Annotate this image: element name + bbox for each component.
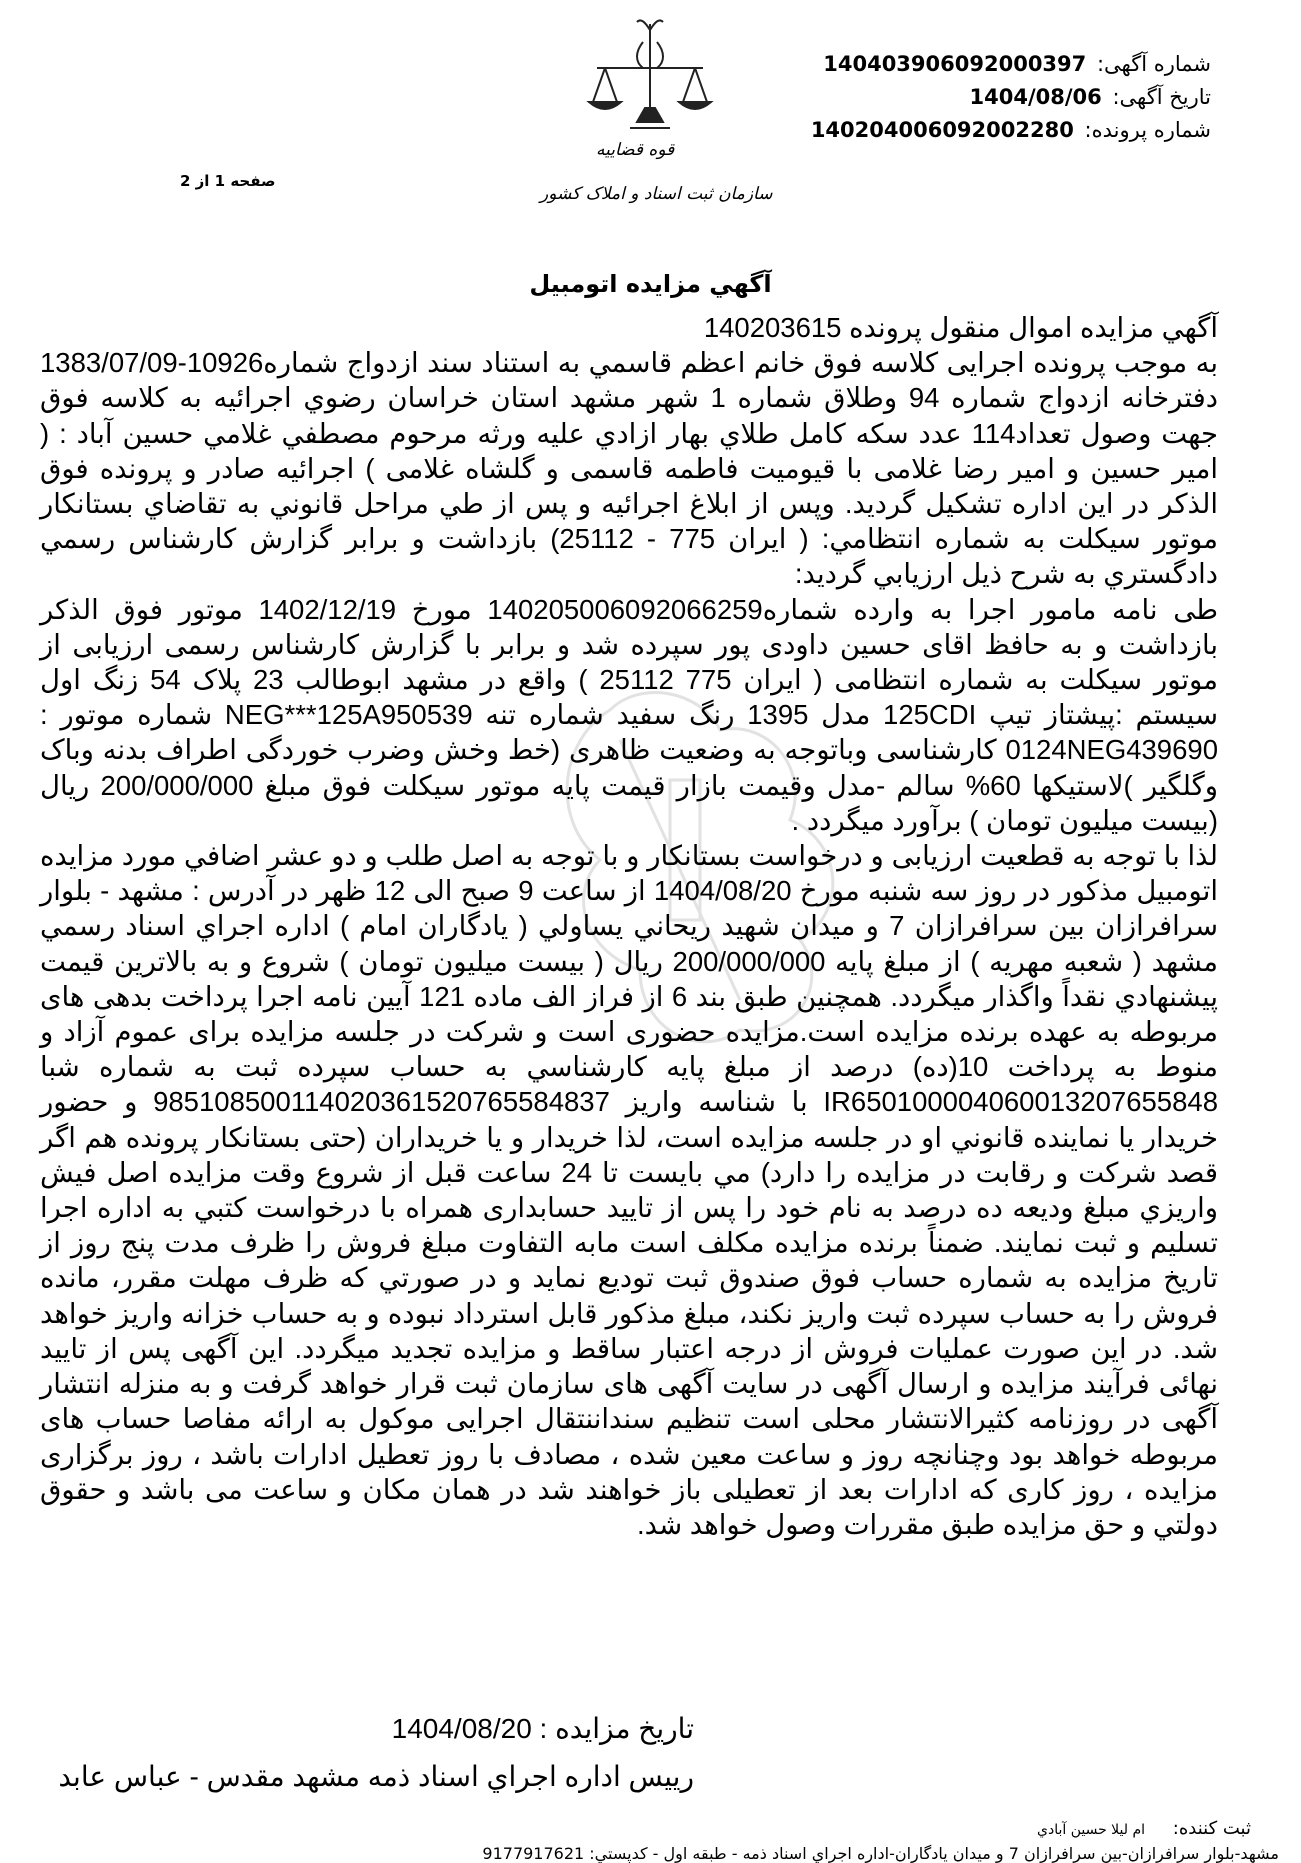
registrar: [1037, 1818, 1251, 1839]
ad-number-label: شماره آگهی:: [1096, 52, 1211, 76]
case-number-row: [811, 114, 1211, 147]
registration-org-label: سازمان ثبت اسناد و املاک کشور: [540, 184, 773, 204]
ad-number-row: [811, 48, 1211, 81]
ad-meta: [811, 48, 1211, 147]
notice-paragraph: به موجب پرونده اجرايی كلاسه فوق خانم اعظم قاسمي به استناد سند ازدواج شماره10926-1383/07/09 دفترخانه ازدواج شماره 94 وطلاق شماره 1 شهر مشهد استان خراسان رضوي اجرائيه به كلاسه فوق جهت وصول تعداد114 عدد سكه كامل طلاي بهار ازادي عليه ورثه مرحوم مصطفي غلامي حسين آباد : ( امیر حسین و امیر رضا غلامی با قيوميت فاطمه قاسمی و گلشاه غلامی ) اجرائيه صادر و پرونده فوق الذكر در اين اداره تشكيل گرديد. وپس از ابلاغ اجرائيه و پس از طي مراحل قانوني به تقاضاي بستانكار موتور سيكلت به شماره انتظامي: ( ايران 775 - 25112) بازداشت و برابر گزارش كارشناس رسمي دادگستري به شرح ذيل ارزيابي گرديد:: [40, 347, 1219, 590]
signer-line: رييس اداره اجراي اسناد ذمه مشهد مقدس - عباس عابد: [58, 1761, 694, 1792]
case-number: 140204006092002280: [810, 118, 1074, 142]
registrar-label: ثبت كننده:: [1172, 1818, 1251, 1839]
ad-number: 140403906092000397: [823, 52, 1087, 76]
footer-address: مشهد-بلوار سرافرازان-بین سرافرازان 7 و میدان یادگاران-اداره اجراي اسناد ذمه - طبقه اول - كدپستي: 9177917621: [482, 1844, 1279, 1863]
page-indicator: صفحه 1 از 2: [180, 172, 276, 190]
ad-date-row: [811, 81, 1211, 114]
notice-paragraph: آگهي مزايده اموال منقول پرونده 140203615: [703, 312, 1218, 343]
case-number-label: شماره پرونده:: [1084, 118, 1211, 142]
auction-date-line: تاريخ مزايده : 1404/08/20: [391, 1713, 694, 1744]
notice-paragraph: طی نامه مامور اجرا به وارده شماره140205006092066259 مورخ 1402/12/19 موتور فوق الذکر بازداشت و به حافظ اقای حسین داودی پور سپرده شد و برابر با گزارش کارشناس رسمی ارزیابی از موتور سیکلت به شماره انتظامی ( ایران 775 25112 ) واقع در مشهد ابوطالب 23 پلاک 54 زنگ اول سیستم :پیشتاز تیپ 125CDI مدل 1395 رنگ سفید شماره تنه NEG***125A950539 شماره موتور : 0124NEG439690 کارشناسی وباتوجه به وضعیت ظاهری (خط وخش وضرب خوردگی اطراف بدنه وباک وگلگیر )لاستیکها 60% سالم -مدل وقیمت بازار قیمت پایه موتور سیکلت فوق مبلغ 200/000/000 ریال (بیست میلیون تومان ) برآورد میگردد .: [40, 593, 1219, 836]
notice-paragraph: لذا با توجه به قطعيت ارزيابی و درخواست بستانكار و با توجه به اصل طلب و دو عشر اضافي مورد مزايده اتومبیل مذكور در روز سه شنبه مورخ 1404/08/20 از ساعت 9 صبح الی 12 ظهر در آدرس : مشهد - بلوار سرافرازان بين سرافرازان 7 و ميدان شهيد ريحاني يساولي ( يادگاران امام ) اداره اجراي اسناد رسمي مشهد ( شعبه مهريه ) از مبلغ پايه 200/000/000 ريال ( بيست ميليون تومان ) شروع و به بالاترين قيمت پيشنهادي نقداً واگذار ميگردد. همچنين طبق بند 6 از فراز الف ماده 121 آيين نامه اجرا پرداخت بدهی های مربوطه به عهده برنده مزايده است.مزايده حضوری است و شرکت در جلسه مزايده برای عموم آزاد و منوط به پرداخت 10(ده) درصد از مبلغ پايه كارشناسي به حساب سپرده ثبت به شماره شبا IR650100004060013207655848 با شناسه واريز 985108500114020361520765584837 و حضور خريدار يا نماينده قانوني او در جلسه مزايده است، لذا خريدار و يا خريداران (حتی بستانكار پرونده هم اگر قصد شركت و رقابت در مزايده را دارد) مي بايست تا 24 ساعت قبل از شروع وقت مزايده اصل فيش واريزي مبلغ وديعه ده درصد به نام خود را پس از تاييد حسابداری همراه با درخواست كتبي به اداره اجرا تسليم و ثبت نمايند. ضمناً برنده مزايده مكلف است مابه التفاوت مبلغ فروش را ظرف مدت پنج روز از تاريخ مزايده به شماره حساب فوق صندوق ثبت توديع نمايد و در صورتي كه ظرف مهلت مقرر، مانده فروش را به حساب سپرده ثبت واريز نكند، مبلغ مذكور قابل استرداد نبوده و به حساب خزانه واريز خواهد شد. در اين صورت عمليات فروش از درجه اعتبار ساقط و مزايده تجديد ميگردد. اين آگهی پس از تاييد نهائی فرآيند مزايده و ارسال آگهی در سايت آگهی های سازمان ثبت قرار خواهد گرفت و به منزله انتشار آگهی در روزنامه كثيرالانتشار محلی است تنظیم سنداننتقال اجرایی موکول به ارائه مفاصا حساب های مربوطه خواهد بود وچنانچه روز و ساعت معين شده ، مصادف با روز تعطيل ادارات باشد ، روز برگزاری مزايده ، روز كاری كه ادارات بعد از تعطيلی باز خواهند شد در همان مكان و ساعت می باشد و حقوق دولتي و حق مزايده طبق مقررات وصول خواهد شد.: [40, 840, 1219, 1540]
ad-date-label: تاریخ آگهی:: [1112, 85, 1211, 109]
notice-body: [40, 310, 1218, 1542]
judiciary-label: قوه قضاییه: [596, 140, 675, 160]
notice-title: آگهي مزايده اتومبيل: [529, 270, 772, 298]
ad-date: 1404/08/06: [969, 85, 1102, 109]
registrar-name: ام ليلا حسين آبادي: [1037, 1822, 1146, 1838]
